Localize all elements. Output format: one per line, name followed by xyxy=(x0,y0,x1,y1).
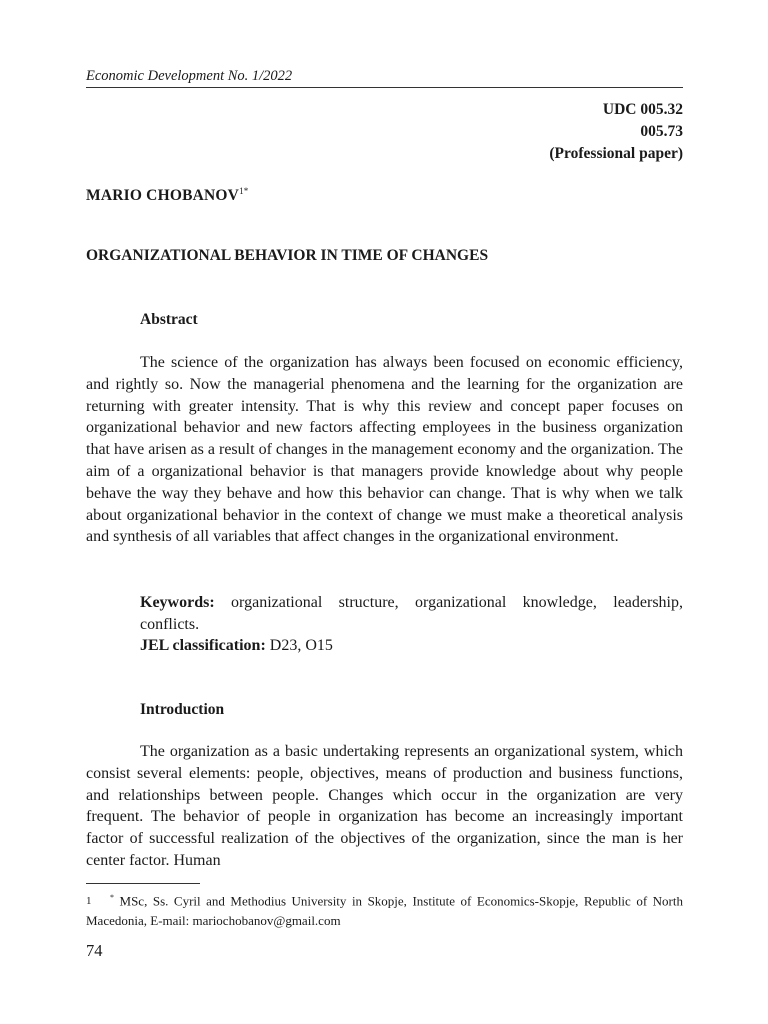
keywords-label: Keywords: xyxy=(140,594,215,611)
jel-value: D23, O15 xyxy=(269,637,333,654)
paper-title: ORGANIZATIONAL BEHAVIOR IN TIME OF CHANGES xyxy=(86,247,489,264)
author-name xyxy=(86,180,248,207)
jel-label: JEL classification: xyxy=(140,637,266,654)
author-name-text: MARIO CHOBANOV xyxy=(86,187,240,204)
footnote-text: MSc, Ss. Cyril and Methodius University in Skopje, Institute of Economics-Skopje, Republic of North Macedonia, E-mail: mariochobanov@gmail.com xyxy=(86,893,683,929)
introduction-heading: Introduction xyxy=(140,701,225,718)
udc-code-2: 005.73 xyxy=(640,123,683,140)
footnote-divider xyxy=(86,883,200,884)
footnote-mark: * xyxy=(110,893,114,902)
abstract-text: The science of the organization has always been focused on economic efficiency, and rightly so. Now the managerial phenomena and the learning for the organization are returning with greater intensity. That is why this review and concept paper focuses on organizational behavior and new factors affecting employees in the business organization that have arisen as a result of changes in the management economy and the organization. The aim of a organizational behavior is that managers provide knowledge about why people behave the way they behave and how this behavior can change. That is why when we talk about organizational behavior in the context of change we must make a theoretical analysis and synthesis of all variables that affect changes in the organizational environment. xyxy=(86,354,683,546)
footnote-number: 1 xyxy=(86,895,92,908)
jel-classification xyxy=(140,635,333,657)
keywords xyxy=(140,592,683,636)
paper-type: (Professional paper) xyxy=(549,145,683,162)
udc-code-1: UDC 005.32 xyxy=(602,101,683,118)
introduction-text: The organization as a basic undertaking represents an organizational system, which consist several elements: people, objectives, means of production and business functions, and relationships between people. Changes which occur in the organization are very frequent. The behavior of people in organization has become an increasingly important factor of successful realization of the objectives of the organization, since the man is her center factor. Human xyxy=(86,743,683,869)
running-header: Economic Development No. 1/2022 xyxy=(86,66,683,88)
footnote xyxy=(86,888,683,930)
paper-page xyxy=(86,0,683,1024)
keywords-value: organizational structure, organizational knowledge, leadership, conflicts. xyxy=(140,594,683,633)
abstract-heading: Abstract xyxy=(140,311,198,328)
udc-classification xyxy=(549,99,683,165)
author-footnote-mark: 1* xyxy=(239,186,249,196)
page-number: 74 xyxy=(86,941,103,960)
